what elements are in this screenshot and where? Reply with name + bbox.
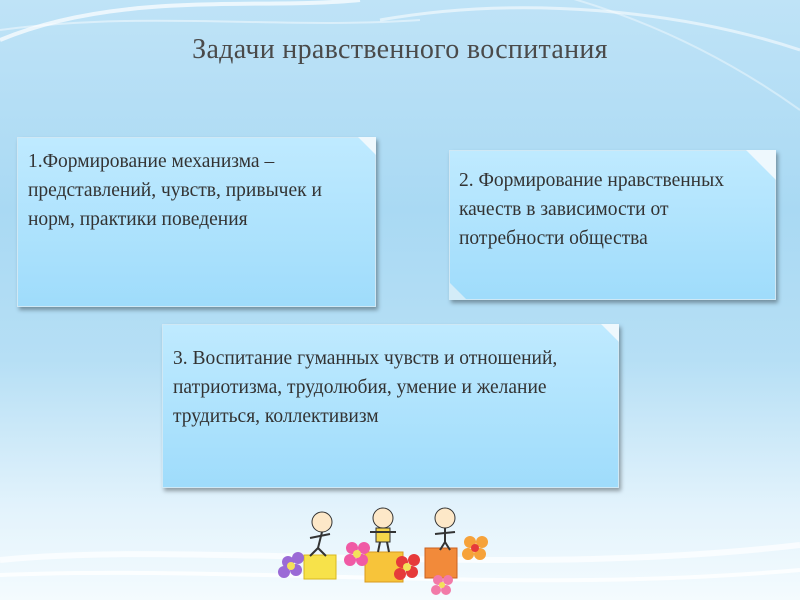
page-fold-corner	[358, 137, 376, 155]
children-on-blocks-icon	[270, 500, 520, 600]
page-fold-corner	[746, 150, 776, 180]
task-card-3	[162, 324, 619, 488]
task-card-2	[449, 150, 776, 300]
page-title: Задачи нравственного воспитания	[192, 34, 608, 65]
task-text-2: 2. Формирование нравственных качеств в зависимости от потребности общества	[459, 170, 724, 249]
page-fold-corner-bottom	[449, 282, 467, 300]
task-text-1: 1.Формирование механизма – представлений, чувств, привычек и норм, практики поведения	[28, 151, 322, 230]
task-card-1	[17, 137, 376, 307]
task-text-3: 3. Воспитание гуманных чувств и отношений, патриотизма, трудолюбия, умение и желание трудиться, коллективизм	[173, 348, 558, 427]
page-fold-corner	[601, 324, 619, 342]
